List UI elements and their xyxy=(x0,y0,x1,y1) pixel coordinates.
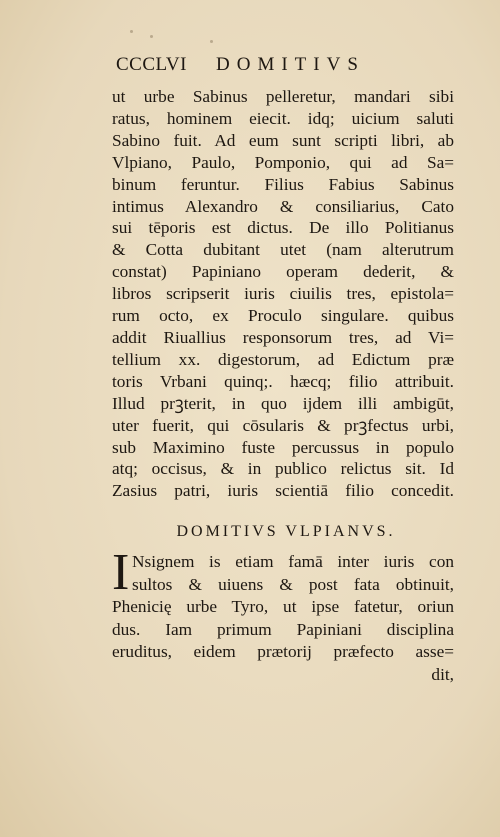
text-line: Phenicię urbe Tyro, ut ipse fatetur, oriun xyxy=(112,597,454,616)
text-line: eruditus, eidem prætorij præfecto asse= xyxy=(112,642,454,661)
text-line: Nsignem is etiam famā inter iuris con xyxy=(132,552,454,571)
section-heading: DOMITIVS VLPIANVS. xyxy=(176,523,396,540)
text-line: toris Vrbani quinq;. hæcq; filio attribuit. xyxy=(112,371,454,391)
text-line: sub Maximino fuste percussus in populo xyxy=(112,437,454,457)
catchword: dit, xyxy=(431,664,454,684)
text-line: dus. Iam primum Papiniani disciplina xyxy=(112,619,454,639)
text-line: addit Riuallius responsorum tres, ad Vi= xyxy=(112,327,454,347)
text-line: sultos & uiuens & post fata obtinuit, xyxy=(132,574,454,594)
text-line: uter fuerit, qui cōsularis & prꝫfectus urbi, xyxy=(112,415,454,435)
text-line: constat) Papiniano operam dederit, & xyxy=(112,262,454,282)
text-line: & Cotta dubitant utet (nam alterutrum xyxy=(112,240,454,260)
text-line: rum octo, ex Proculo singulare. quibus xyxy=(112,306,454,326)
folio-number: CCCLVI xyxy=(116,54,187,75)
text-line: ratus, hominem eiecit. idq; uicium saluti xyxy=(112,108,454,128)
text-line: ut urbe Sabinus pelleretur, mandari sibi xyxy=(112,87,454,106)
page-header xyxy=(116,54,446,76)
text-line: Zasius patri, iuris scientiā filio concedit. xyxy=(112,481,454,501)
text-line: sui tēporis est dictus. De illo Politianus xyxy=(112,218,454,238)
text-line: intimus Alexandro & consiliarius, Cato xyxy=(112,196,454,216)
text-line: Illud prꝫterit, in quo ijdem illi ambigūt, xyxy=(112,393,454,413)
text-line: libros scripserit iuris ciuilis tres, epistola= xyxy=(112,284,454,304)
text-line: atq; occisus, & in publico relictus sit. Id xyxy=(112,459,454,479)
text-line: tellium xx. digestorum, ad Edictum præ xyxy=(112,349,454,369)
text-line: binum feruntur. Filius Fabius Sabinus xyxy=(112,174,454,194)
text-line: Vlpiano, Paulo, Pomponio, qui ad Sa= xyxy=(112,152,454,172)
main-text-block xyxy=(112,86,454,502)
text-line: Sabino fuit. Ad eum sunt scripti libri, ab xyxy=(112,130,454,150)
drop-cap: I xyxy=(112,544,130,601)
running-head: DOMITIVS xyxy=(216,54,365,75)
section-text-block xyxy=(112,544,454,686)
